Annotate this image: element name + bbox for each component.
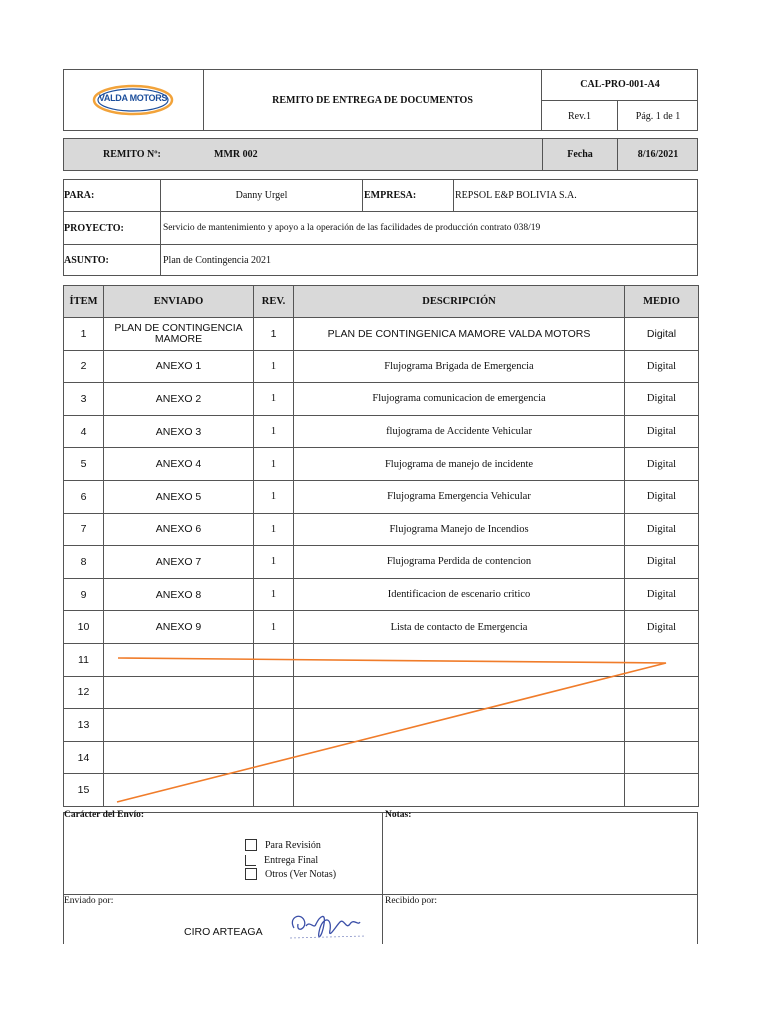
item-cell: 5 (64, 448, 104, 481)
document-title: REMITO DE ENTREGA DE DOCUMENTOS (204, 69, 542, 131)
remito-label: REMITO Nº: (103, 149, 161, 160)
enviado-por-name: CIRO ARTEAGA (184, 926, 263, 938)
document-code: CAL-PRO-001-A4 (542, 69, 698, 101)
rev-cell: 1 (254, 480, 294, 513)
option-label: Otros (Ver Notas) (265, 868, 337, 880)
item-cell: 9 (64, 578, 104, 611)
option-entrega-final[interactable] (245, 853, 318, 867)
logo-text: VALDA MOTORS (98, 93, 168, 103)
asunto-value: Plan de Contingencia 2021 (163, 255, 272, 266)
rev-cell: 1 (254, 383, 294, 416)
enviado-cell: PLAN DE CONTINGENCIA MAMORE (104, 318, 254, 351)
enviado-cell: ANEXO 3 (104, 415, 254, 448)
empresa-label: EMPRESA: (364, 189, 417, 201)
header-enviado: ENVIADO (104, 286, 254, 318)
item-cell: 15 (64, 774, 104, 807)
proyecto-label: PROYECTO: (64, 222, 124, 234)
option-para-revision[interactable] (245, 838, 321, 852)
medio-cell: Digital (625, 480, 699, 513)
enviado-cell: ANEXO 5 (104, 480, 254, 513)
rev-cell: 1 (254, 318, 294, 351)
notas-label: Notas: (385, 810, 412, 820)
header-medio: MEDIO (625, 286, 699, 318)
descripcion-cell: Flujograma de manejo de incidente (294, 448, 625, 481)
checkbox-otros[interactable] (245, 868, 257, 880)
medio-cell: Digital (625, 578, 699, 611)
descripcion-cell: Flujograma Manejo de Incendios (294, 513, 625, 546)
rev-cell: 1 (254, 415, 294, 448)
item-cell: 3 (64, 383, 104, 416)
medio-cell: Digital (625, 383, 699, 416)
rev-cell: 1 (254, 611, 294, 644)
option-label: Para Revisión (265, 839, 321, 851)
footer-divider-horizontal (63, 894, 698, 895)
item-cell: 2 (64, 350, 104, 383)
para-value: Danny Urgel (235, 189, 288, 201)
remito-number: MMR 002 (214, 149, 258, 160)
enviado-cell: ANEXO 8 (104, 578, 254, 611)
medio-cell: Digital (625, 546, 699, 579)
item-cell: 4 (64, 415, 104, 448)
checkbox-para-revision[interactable] (245, 839, 257, 851)
rev-cell: 1 (254, 350, 294, 383)
descripcion-cell: PLAN DE CONTINGENICA MAMORE VALDA MOTORS (294, 318, 625, 351)
medio-cell: Digital (625, 318, 699, 351)
enviado-cell: ANEXO 6 (104, 513, 254, 546)
footer-block (63, 812, 698, 944)
medio-cell: Digital (625, 415, 699, 448)
rev-cell: 1 (254, 546, 294, 579)
medio-cell: Digital (625, 448, 699, 481)
item-cell: 1 (64, 318, 104, 351)
option-otros[interactable] (245, 867, 336, 881)
descripcion-cell: Flujograma comunicacion de emergencia (294, 383, 625, 416)
descripcion-cell: Flujograma Brigada de Emergencia (294, 350, 625, 383)
rev-cell: 1 (254, 513, 294, 546)
header-rev: REV. (254, 286, 294, 318)
medio-cell: Digital (625, 611, 699, 644)
proyecto-value: Servicio de mantenimiento y apoyo a la operación de las facilidades de producción contrato 038/19 (163, 223, 541, 233)
medio-cell: Digital (625, 350, 699, 383)
enviado-cell: ANEXO 9 (104, 611, 254, 644)
strike-polyline (117, 658, 666, 802)
descripcion-cell: Identificacion de escenario critico (294, 578, 625, 611)
para-label: PARA: (64, 189, 95, 201)
item-cell: 11 (64, 643, 104, 676)
empresa-value: REPSOL E&P BOLIVIA S.A. (455, 189, 577, 201)
item-cell: 10 (64, 611, 104, 644)
caracter-label: Carácter del Envío: (64, 810, 145, 820)
option-label: Entrega Final (264, 854, 319, 866)
enviado-cell: ANEXO 1 (104, 350, 254, 383)
revision-label: Rev.1 (542, 101, 618, 131)
item-cell: 7 (64, 513, 104, 546)
enviado-cell: ANEXO 4 (104, 448, 254, 481)
medio-cell: Digital (625, 513, 699, 546)
page-number: Pág. 1 de 1 (635, 110, 681, 122)
rev-cell: 1 (254, 578, 294, 611)
item-cell: 12 (64, 676, 104, 709)
descripcion-cell: Flujograma Emergencia Vehicular (294, 480, 625, 513)
enviado-cell: ANEXO 7 (104, 546, 254, 579)
recibido-por-label: Recibido por: (385, 896, 437, 906)
checkbox-entrega-final[interactable] (245, 855, 256, 866)
fecha-label: Fecha (542, 138, 618, 171)
signature-image (286, 906, 368, 946)
descripcion-cell: Flujograma Perdida de contencion (294, 546, 625, 579)
header-descripcion: DESCRIPCIÓN (294, 286, 625, 318)
item-cell: 14 (64, 741, 104, 774)
header-item: ÍTEM (64, 286, 104, 318)
fecha-value: 8/16/2021 (637, 149, 679, 160)
descripcion-cell: flujograma de Accidente Vehicular (294, 415, 625, 448)
item-cell: 8 (64, 546, 104, 579)
item-cell: 13 (64, 709, 104, 742)
footer-divider-vertical (382, 812, 383, 944)
item-cell: 6 (64, 480, 104, 513)
descripcion-cell: Lista de contacto de Emergencia (294, 611, 625, 644)
asunto-label: ASUNTO: (64, 255, 109, 266)
enviado-cell: ANEXO 2 (104, 383, 254, 416)
enviado-por-label: Enviado por: (64, 896, 114, 906)
rev-cell: 1 (254, 448, 294, 481)
